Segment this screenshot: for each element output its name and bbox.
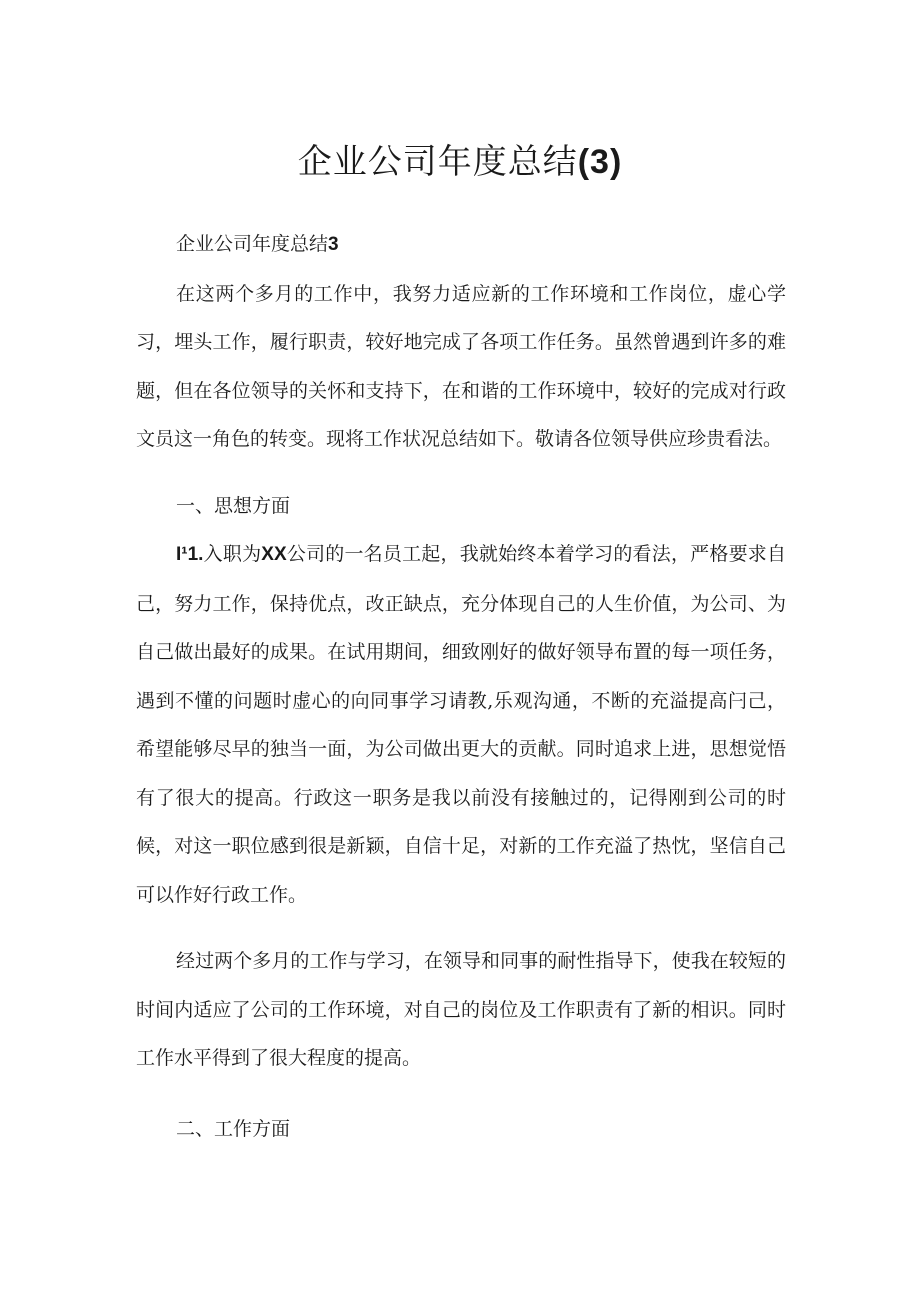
paragraph-summary: 经过两个多月的工作与学习，在领导和同事的耐性指导下，使我在较短的时间内适应了公司的工作环境，对自己的岗位及工作职责有了新的相识。同时工作水平得到了很大程度的提高。 xyxy=(136,950,786,1069)
document-subtitle-text: 企业公司年度总结 xyxy=(176,233,329,255)
document-subtitle-number: 3 xyxy=(328,234,339,255)
paragraph-thought-company: XX xyxy=(261,544,287,565)
section-heading-work: 二、工作方面 xyxy=(176,1117,291,1140)
paragraph-thought xyxy=(136,530,786,919)
document-title-number: (3) xyxy=(577,143,623,181)
document-title-text: 企业公司年度总结 xyxy=(297,142,578,182)
paragraph-intro: 在这两个多月的工作中，我努力适应新的工作环境和工作岗位，虚心学习，埋头工作，履行职责，较好地完成了各项工作任务。虽然曾遇到许多的难题，但在各位领导的关怀和支持下，在和谐的工作环境中，较好的完成对行政文员这一角色的转变。现将工作状况总结如下。敬请各位领导供应珍贵看法。 xyxy=(136,282,786,450)
document-subtitle xyxy=(136,220,786,270)
paragraph-thought-prefix: I¹1. xyxy=(176,544,204,565)
paragraph-thought-text-b: 公司的一名员工起，我就始终本着学习的看法，严格要求自己，努力工作，保持优点，改正缺点，充分体现自己的人生价值，为公司、为自己做出最好的成果。在试用期间，细致刚好的做好领导布置的每一项任务，遇到不懂的问题时虚心的向同事学习请教,乐观沟通，不断的充溢提高闩己，希望能够尽早的独当一面，为公司做出更大的贡献。同时追求上进，思想觉悟有了很大的提高。行政这一职务是我以前没有接触过的，记得刚到公司的时候，对这一职位感到很是新颖，自信十足，对新的工作充溢了热忱，坚信自己可以作好行政工作。 xyxy=(136,543,786,906)
document-title xyxy=(0,138,920,186)
section-heading-thought: 一、思想方面 xyxy=(176,494,291,517)
document-body xyxy=(136,220,786,1153)
paragraph-thought-text-a: 入职为 xyxy=(203,543,262,565)
